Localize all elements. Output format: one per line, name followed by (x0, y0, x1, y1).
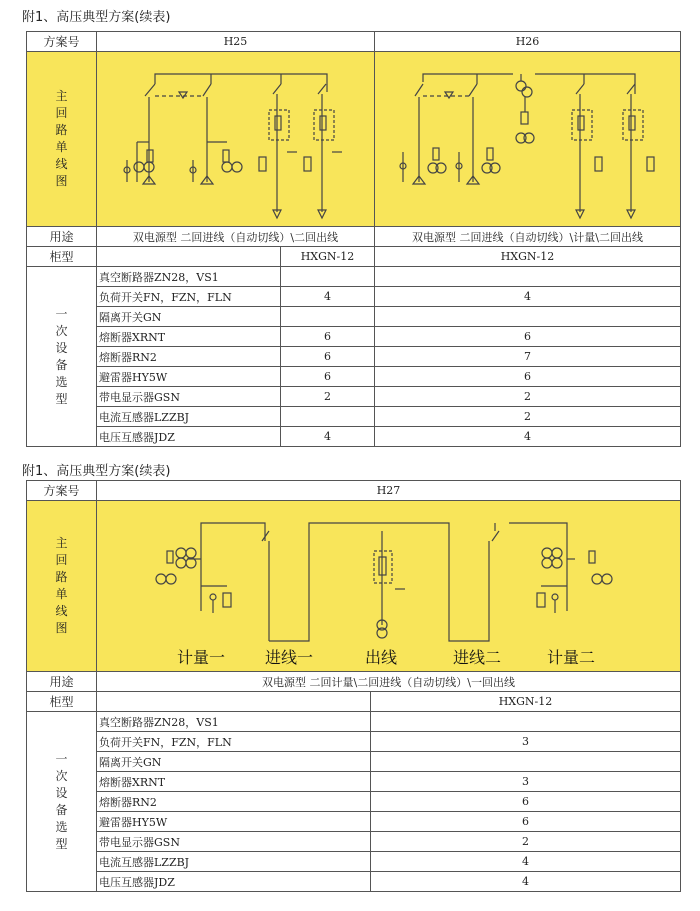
table-row (27, 832, 681, 852)
qty-h27 (371, 712, 681, 732)
title-bottom: 附1、高压典型方案(续表) (22, 464, 171, 479)
qty-h27: 3 (371, 732, 681, 752)
cabinet-h25: HXGN-12 (281, 247, 375, 267)
qty-h25 (281, 267, 375, 287)
qty-h25: 6 (281, 367, 375, 387)
qty-h26: 4 (375, 427, 681, 447)
table-h25-h26 (26, 31, 681, 447)
equipment-name: 负荷开关FN，FZN，FLN (97, 732, 371, 752)
table-row (27, 367, 681, 387)
diagram-h25 (97, 52, 375, 227)
equipment-label-char: 次 (55, 768, 68, 783)
qty-h26 (375, 267, 681, 287)
qty-h27: 4 (371, 872, 681, 892)
usage-h27: 双电源型 二回计量\二回进线（自动切线）\一回出线 (97, 672, 681, 692)
equipment-name: 熔断器RN2 (97, 347, 281, 367)
equipment-name: 电压互感器JDZ (97, 872, 371, 892)
diagram-label-char: 回 (55, 553, 68, 567)
equipment-name: 带电显示器GSN (97, 832, 371, 852)
table-row (27, 732, 681, 752)
qty-h26: 6 (375, 327, 681, 347)
diagram-label (27, 52, 97, 227)
equipment-label-char: 选 (55, 374, 68, 389)
equipment-label-2 (27, 712, 97, 892)
table-row (27, 267, 681, 287)
usage-h25: 双电源型 二回进线（自动切线）\二回出线 (97, 227, 375, 247)
diagram-label-meter-2: 计量二 (547, 648, 596, 667)
equipment-label-char: 一 (55, 306, 68, 321)
diagram-label-char: 图 (55, 174, 68, 188)
qty-h26: 4 (375, 287, 681, 307)
table-row (27, 407, 681, 427)
diagram-h27 (97, 501, 681, 672)
qty-h27: 4 (371, 852, 681, 872)
diagram-label-char: 图 (55, 621, 68, 635)
diagram-h26 (375, 52, 681, 227)
scheme-no-label-2: 方案号 (27, 481, 97, 501)
equipment-name: 熔断器RN2 (97, 792, 371, 812)
cabinet-label: 柜型 (27, 247, 97, 267)
qty-h26: 2 (375, 387, 681, 407)
equipment-label-char: 备 (55, 357, 68, 372)
equipment-label-char: 型 (55, 391, 68, 406)
table-row (27, 852, 681, 872)
h27-single-line-diagram (97, 501, 681, 671)
qty-h26: 6 (375, 367, 681, 387)
diagram-label-char: 路 (55, 570, 68, 584)
qty-h25 (281, 307, 375, 327)
equipment-name: 电流互感器LZZBJ (97, 852, 371, 872)
diagram-label-char: 主 (55, 89, 68, 103)
qty-h27: 6 (371, 812, 681, 832)
equipment-label-char: 型 (55, 836, 68, 851)
equipment-label-char: 备 (55, 802, 68, 817)
diagram-label-2 (27, 501, 97, 672)
diagram-label-char: 回 (55, 106, 68, 120)
scheme-h26: H26 (375, 32, 681, 52)
diagram-label-meter-1: 计量一 (177, 648, 226, 667)
qty-h27: 2 (371, 832, 681, 852)
diagram-label-outgoing: 出线 (365, 648, 398, 667)
table-row (27, 287, 681, 307)
equipment-name: 电压互感器JDZ (97, 427, 281, 447)
qty-h26: 7 (375, 347, 681, 367)
table-row (27, 812, 681, 832)
equipment-name: 带电显示器GSN (97, 387, 281, 407)
qty-h25: 6 (281, 347, 375, 367)
equipment-name: 负荷开关FN，FZN，FLN (97, 287, 281, 307)
diagram-label-char: 路 (55, 123, 68, 137)
qty-h25: 4 (281, 427, 375, 447)
diagram-label-char: 单 (55, 140, 68, 154)
qty-h27: 6 (371, 792, 681, 812)
equipment-label-char: 次 (55, 323, 68, 338)
title-top: 附1、高压典型方案(续表) (22, 10, 171, 25)
scheme-h27: H27 (97, 481, 681, 501)
table-row (27, 712, 681, 732)
qty-h26 (375, 307, 681, 327)
qty-h27: 3 (371, 772, 681, 792)
cabinet-blank (97, 247, 281, 267)
qty-h26: 2 (375, 407, 681, 427)
equipment-name: 隔离开关GN (97, 307, 281, 327)
diagram-label-char: 线 (55, 157, 68, 171)
equipment-name: 电流互感器LZZBJ (97, 407, 281, 427)
table-row (27, 872, 681, 892)
equipment-name: 真空断路器ZN28，VS1 (97, 712, 371, 732)
equipment-name: 真空断路器ZN28，VS1 (97, 267, 281, 287)
equipment-label-char: 设 (55, 785, 68, 800)
qty-h25: 6 (281, 327, 375, 347)
table-row (27, 792, 681, 812)
scheme-h25: H25 (97, 32, 375, 52)
table-row (27, 772, 681, 792)
table-row (27, 427, 681, 447)
qty-h25: 2 (281, 387, 375, 407)
diagram-label-char: 线 (55, 604, 68, 618)
cabinet-label-2: 柜型 (27, 692, 97, 712)
table-h27 (26, 480, 681, 892)
qty-h27 (371, 752, 681, 772)
scheme-no-label: 方案号 (27, 32, 97, 52)
cabinet-h26: HXGN-12 (375, 247, 681, 267)
table-row (27, 327, 681, 347)
equipment-label-char: 选 (55, 819, 68, 834)
usage-label-2: 用途 (27, 672, 97, 692)
qty-h25: 4 (281, 287, 375, 307)
table-row (27, 307, 681, 327)
cabinet-h27: HXGN-12 (371, 692, 681, 712)
diagram-label-char: 主 (55, 536, 68, 550)
equipment-label-char: 一 (55, 751, 68, 766)
equipment-name: 避雷器HY5W (97, 812, 371, 832)
equipment-label-char: 设 (55, 340, 68, 355)
qty-h25 (281, 407, 375, 427)
equipment-name: 避雷器HY5W (97, 367, 281, 387)
table-row (27, 347, 681, 367)
diagram-label-char: 单 (55, 587, 68, 601)
equipment-name: 隔离开关GN (97, 752, 371, 772)
diagram-label-incoming-2: 进线二 (453, 648, 502, 667)
usage-label: 用途 (27, 227, 97, 247)
h25-single-line-diagram (97, 52, 373, 226)
equipment-name: 熔断器XRNT (97, 772, 371, 792)
diagram-label-incoming-1: 进线一 (265, 648, 314, 667)
table-row (27, 752, 681, 772)
equipment-name: 熔断器XRNT (97, 327, 281, 347)
usage-h26: 双电源型 二回进线（自动切线）\计量\二回出线 (375, 227, 681, 247)
h26-single-line-diagram (375, 52, 681, 226)
table-row (27, 387, 681, 407)
cabinet-blank-2 (97, 692, 371, 712)
equipment-label (27, 267, 97, 447)
